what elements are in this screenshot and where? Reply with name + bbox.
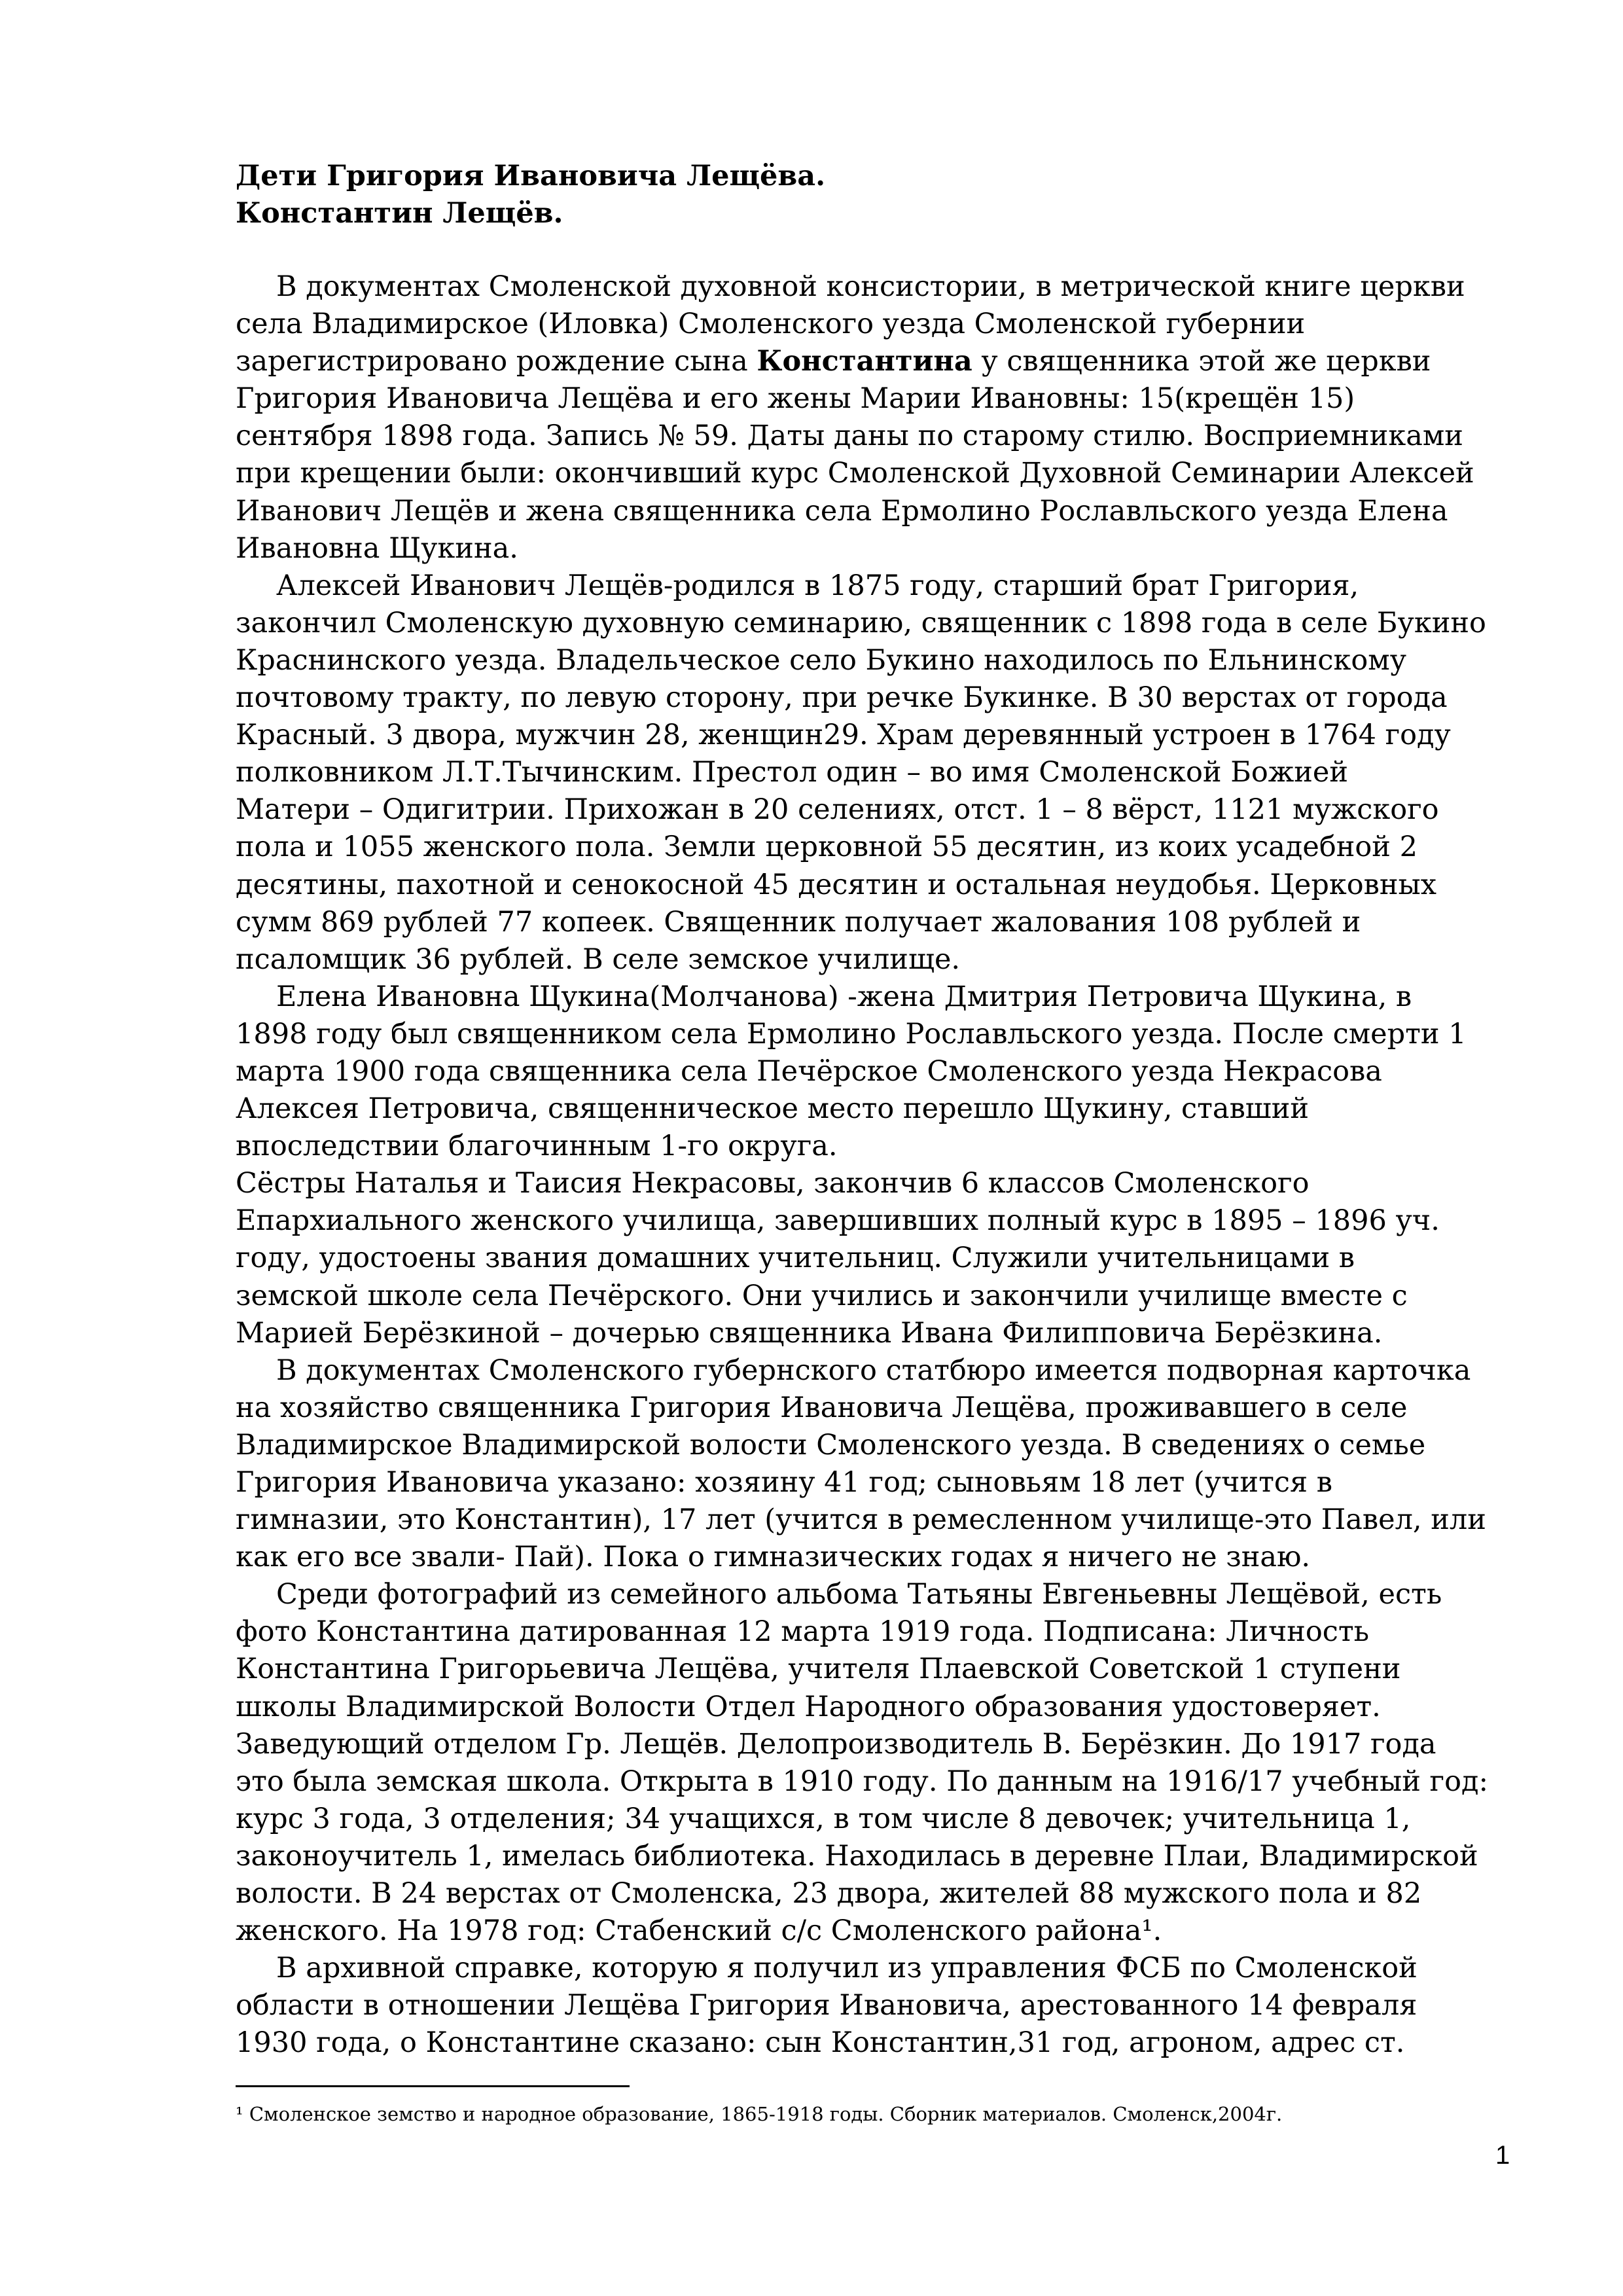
text-line: Заведующий отделом Гр. Лещёв. Делопроизводитель В. Берёзкин. До 1917 года — [236, 1727, 1436, 1761]
paragraph — [236, 1576, 1571, 1950]
text-line: Среди фотографий из семейного альбома Татьяны Евгеньевны Лещёвой, есть — [276, 1578, 1442, 1611]
text-line: области в отношении Лещёва Григория Ивановича, арестованного 14 февраля — [236, 1989, 1418, 2022]
footnote-text: Смоленское земство и народное образование, 1865-1918 годы. Сборник материалов. Смоленск,2004г. — [243, 2103, 1283, 2125]
text-line: В документах Смоленской духовной консистории, в метрической книге церкви — [276, 270, 1465, 303]
text-line: псаломщик 36 рублей. В селе земское училище. — [236, 942, 961, 976]
text-line: это была земская школа. Открыта в 1910 году. По данным на 1916/17 учебный год: — [236, 1765, 1488, 1798]
text-line: Константина Григорьевича Лещёва, учителя Плаевской Советской 1 ступени — [236, 1653, 1401, 1686]
text-line: Марией Берёзкиной – дочерью священника Ивана Филипповича Берёзкина. — [236, 1316, 1383, 1350]
text-line: фото Константина датированная 12 марта 1919 года. Подписана: Личность — [236, 1615, 1370, 1649]
text-line: почтовому тракту, по левую сторону, при речке Букинке. В 30 верстах от города — [236, 681, 1448, 715]
document-title — [236, 158, 1571, 232]
text-line: сентября 1898 года. Запись № 59. Даты даны по старому стилю. Восприемниками — [236, 420, 1463, 453]
paragraph — [236, 978, 1571, 1165]
text-line: 1898 году был священником села Ермолино Рославльского уезда. После смерти 1 — [236, 1017, 1467, 1050]
paragraph — [236, 567, 1571, 978]
text-line: курс 3 года, 3 отделения; 34 учащихся, в том числе 8 девочек; учительница 1, — [236, 1802, 1411, 1835]
footnote-separator — [236, 2085, 630, 2087]
text-line: как его все звали- Пай). Пока о гимназических годах я ничего не знаю. — [236, 1541, 1311, 1574]
text-segment: у священника этой же церкви — [972, 345, 1431, 378]
text-line: полковником Л.Т.Тычинским. Престол один – во имя Смоленской Божией — [236, 756, 1349, 789]
text-line: Иванович Лещёв и жена священника села Ермолино Рославльского уезда Елена — [236, 494, 1448, 528]
text-line: Епархиального женского училища, завершивших полный курс в 1895 – 1896 уч. — [236, 1204, 1440, 1238]
text-line: В документах Смоленского губернского статбюро имеется подворная карточка — [276, 1354, 1471, 1387]
text-line: Елена Ивановна Щукина(Молчанова) -жена Дмитрия Петровича Щукина, в — [276, 980, 1412, 1013]
text-line: Матери – Одигитрии. Прихожан в 20 селениях, отст. 1 – 8 вёрст, 1121 мужского — [236, 793, 1439, 827]
text-line: году, удостоены звания домашних учительниц. Служили учительницами в — [236, 1242, 1355, 1275]
text-line: марта 1900 года священника села Печёрское Смоленского уезда Некрасова — [236, 1054, 1382, 1088]
text-segment: зарегистрировано рождение сына — [236, 345, 757, 378]
document-body — [236, 268, 1571, 2062]
text-line: женского. На 1978 год: Стабенский с/с Смоленского района¹. — [236, 1914, 1162, 1948]
text-line: Владимирское Владимирской волости Смоленского уезда. В сведениях о семье — [236, 1428, 1426, 1462]
paragraph — [236, 1352, 1571, 1577]
paragraph — [236, 268, 1571, 567]
text-line: законоучитель 1, имелась библиотека. Находилась в деревне Плаи, Владимирской — [236, 1839, 1478, 1873]
text-line: В архивной справке, которую я получил из управления ФСБ по Смоленской — [276, 1952, 1418, 1985]
text-line: Алексея Петровича, священническое место перешло Щукину, ставший — [236, 1092, 1310, 1126]
text-line: гимназии, это Константин), 17 лет (учится в ремесленном училище-это Павел, или — [236, 1503, 1486, 1537]
text-line: Григория Ивановича указано: хозяину 41 год; сыновьям 18 лет (учится в — [236, 1466, 1332, 1499]
footnote — [236, 2102, 1282, 2126]
text-line: Красный. 3 двора, мужчин 28, женщин29. Храм деревянный устроен в 1764 году — [236, 719, 1451, 752]
text-line: села Владимирское (Иловка) Смоленского уезда Смоленской губернии — [236, 308, 1306, 341]
paragraph — [236, 1165, 1571, 1352]
text-line: волости. В 24 верстах от Смоленска, 23 двора, жителей 88 мужского пола и 82 — [236, 1877, 1422, 1910]
text-line: 1930 года, о Константине сказано: сын Константин,31 год, агроном, адрес ст. — [236, 2026, 1405, 2060]
text-line: впоследствии благочинным 1-го округа. — [236, 1130, 838, 1163]
text-line: земской школе села Печёрского. Они учились и закончили училище вместе с — [236, 1279, 1408, 1312]
text-line: Краснинского уезда. Владельческое село Букино находилось по Ельнинскому — [236, 643, 1407, 677]
bold-name: Константина — [757, 345, 972, 378]
paragraph — [236, 1950, 1571, 2062]
footnote-marker: ¹ — [236, 2103, 243, 2125]
text-line: пола и 1055 женского пола. Земли церковной 55 десятин, из коих усадебной 2 — [236, 831, 1418, 864]
text-line: десятины, пахотной и сенокосной 45 десятин и остальная неудобья. Церковных — [236, 868, 1436, 901]
text-line: школы Владимирской Волости Отдел Народного образования удостоверяет. — [236, 1690, 1381, 1723]
page-number: 1 — [1495, 2141, 1510, 2170]
text-line: при крещении были: окончивший курс Смоленской Духовной Семинарии Алексей — [236, 457, 1474, 490]
text-line: Алексей Иванович Лещёв-родился в 1875 году, старший брат Григория, — [276, 569, 1359, 602]
text-line: Сёстры Наталья и Таисия Некрасовы, закончив 6 классов Смоленского — [236, 1167, 1310, 1200]
text-line: сумм 869 рублей 77 копеек. Священник получает жалования 108 рублей и — [236, 905, 1361, 939]
text-line: закончил Смоленскую духовную семинарию, священник с 1898 года в селе Букино — [236, 606, 1486, 639]
text-line: Ивановна Щукина. — [236, 531, 518, 565]
text-line: Григория Ивановича Лещёва и его жены Марии Ивановны: 15(крещён 15) — [236, 382, 1355, 416]
text-line: на хозяйство священника Григория Ивановича Лещёва, проживавшего в селе — [236, 1391, 1408, 1424]
title-line: Дети Григория Ивановича Лещёва. — [236, 160, 826, 192]
text-line — [236, 343, 1571, 380]
section-heading: Константин Лещёв. — [236, 197, 563, 230]
